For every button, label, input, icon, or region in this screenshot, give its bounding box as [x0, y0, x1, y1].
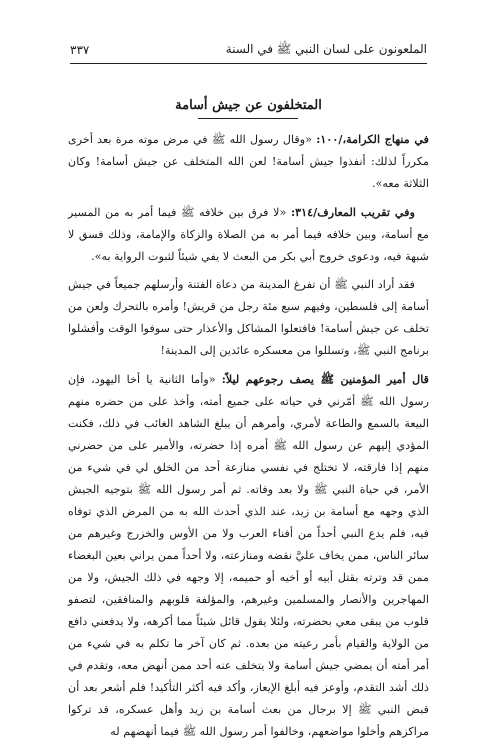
section-title: المتخلفون عن جيش أسامة: [175, 98, 322, 113]
paragraph: [68, 368, 429, 743]
header-divider: [70, 63, 427, 64]
running-title: الملعونون على لسان النبي ﷺ في السنة: [225, 41, 427, 56]
paragraph-text: «وأما الثانية يا أخا اليهود، فإن رسول الله ﷺ أمّرني في حياته على جميع أمته، وأخذ على من حضره منهم البيعة بالسمع والطاعة لأمري، وأمرهم أن يبلغ الشاهد الغائب في ذلك، فكنت المؤدي إليهم عن رسول الله ﷺ أمره إذا حضرته، والأمير على من حضرني منهم إذا فارقته، لا تختلج في نفسي منازعة أحد من الخلق لي في شيء من الأمر، في حياة النبي ﷺ ولا بعد وفاته. ثم أمر رسول الله ﷺ بتوجيه الجيش الذي وجهه مع أسامة بن زيد، عند الذي أحدث الله به من المرض الذي توفاه فيه، فلم يدع النبي أحداً من أفناء العرب ولا من الأوس والخزرج وغيرهم من سائر الناس، ممن يخاف عليَّ نقضه ومنازعته، ولا أحداً ممن يراني بعين البغضاء ممن قد وترته بقتل أبيه أو أخيه أو حميمه، إلا وجهه في ذلك الجيش، ولا من المهاجرين والأنصار والمسلمين وغيرهم، والمؤلفة قلوبهم والمنافقين، لتصفو قلوب من يبقى معي بحضرته، ولئلا يقول قائل شيئاً مما أكرهه، ولا يدفعني دافع من الولاية والقيام بأمر رعيته من بعده. ثم كان آخر ما تكلم به في شيء من أمر أمته أن يمضي جيش أسامة ولا يتخلف عنه أحد ممن أنهض معه، وتقدم في ذلك أشد التقدم، وأوعز فيه أبلغ الإيعاز، وأكد فيه أكثر التأكيد! فلم أشعر بعد أن قبض النبي ﷺ إلا برجال من بعث أسامة بن زيد وأهل عسكره، قد تركوا مراكزهم وأخلوا مواضعهم، وخالفوا أمر رسول الله ﷺ فيما أنهضهم له: [68, 373, 429, 738]
page-number: ٣٣٧: [70, 43, 90, 57]
paragraph-text: فقد أراد النبي ﷺ أن تفرغ المدينة من دعاة الفتنة وأرسلهم جميعاً في جيش أسامة إلى فلسطين، وفيهم سبع مئة رجل من قريش! وأمره بالتحرك ولعن من تخلف عن جيش أسامة! فافتعلوا المشاكل والأعذار حتى سوفوا الوقت وأفشلوا برنامج النبي ﷺ، وتسللوا من معسكره عائدين إلى المدينة!: [68, 278, 429, 357]
paragraph-text: «وقال رسول الله ﷺ في مرض موته مرة بعد أخرى مكرراً لذلك: أنفذوا جيش أسامة! لعن الله المتخلف عن جيش أسامة! وكان الثلاثة معه».: [68, 133, 429, 190]
paragraph-text: «لا فرق بين خلافه ﷺ فيما أمر به من المسير مع أسامة، وبين خلافه فيما أمر به من الصلاة والزكاة والإمامة، وذلك فسق لا شبهة فيه، ودعوى خروج أبي بكر من البعث لا يفي شيئاً لثبوت الرواية به».: [68, 206, 429, 263]
citation-source: في منهاج الكرامة،/١٠٠:: [316, 132, 429, 146]
body-text: [68, 128, 429, 749]
paragraph: [68, 274, 429, 362]
citation-source: وفي تقريب المعارف/٣١٤:: [290, 205, 415, 219]
title-underline: [198, 118, 298, 119]
citation-source: قال أمير المؤمنين ﷺ يصف رجوعهم ليلاً:: [221, 372, 429, 386]
page-header: [70, 40, 427, 60]
paragraph: [68, 128, 429, 195]
paragraph: [68, 201, 429, 268]
